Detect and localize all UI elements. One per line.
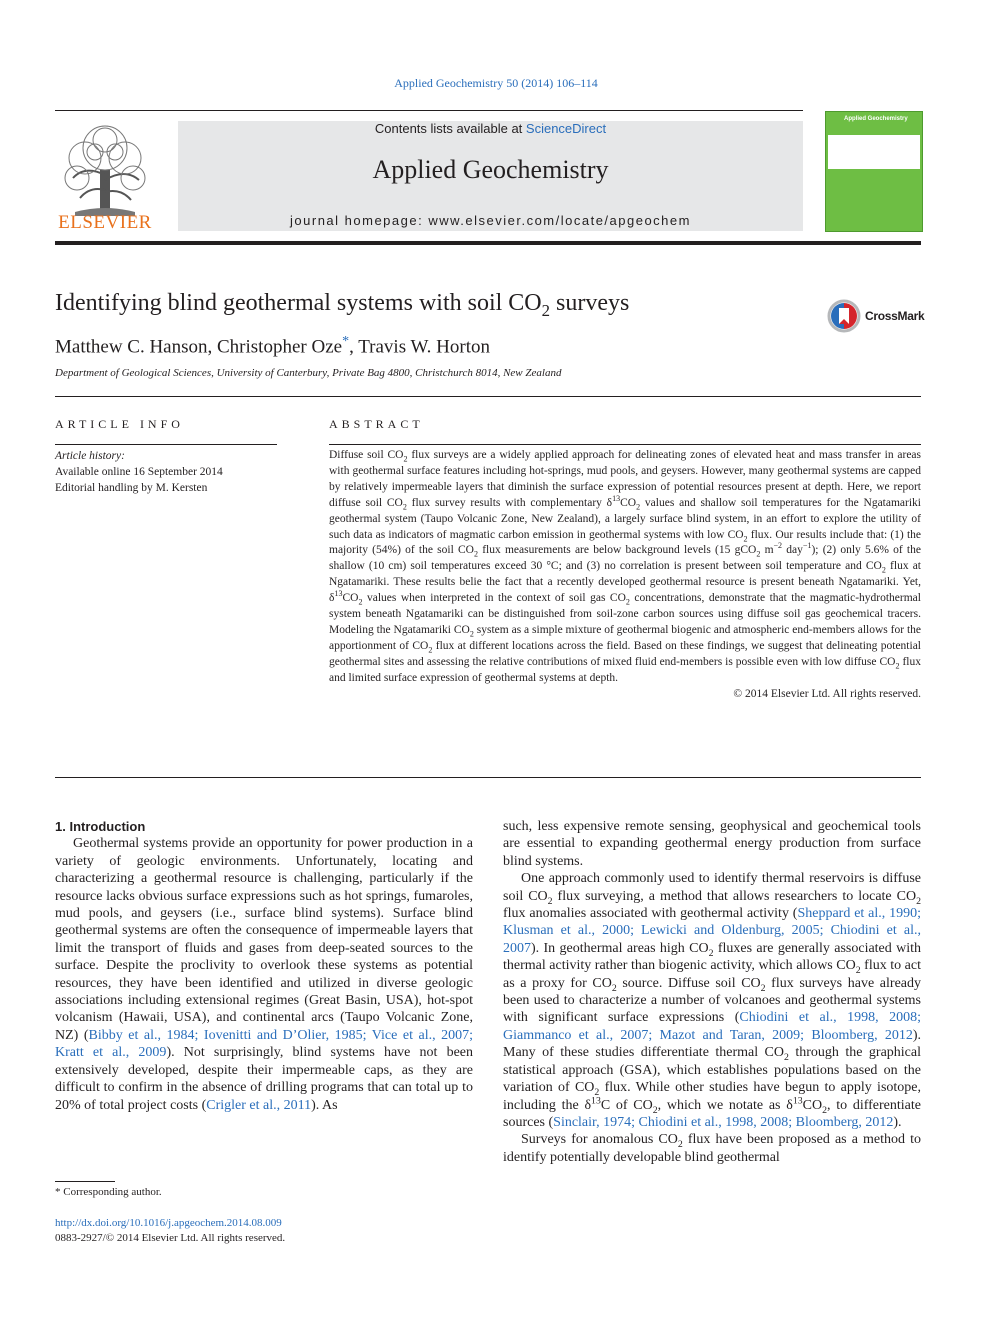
cover-panel	[828, 135, 920, 169]
abstract-copyright: © 2014 Elsevier Ltd. All rights reserved.	[733, 687, 921, 700]
footnote-rule	[55, 1181, 115, 1182]
paragraph: Geothermal systems provide an opportunity for power production in a variety of geologic environments. Unfortunately, locating and characterizing a geothermal resource is challenging, particularly if the resource lacks obvious surface expressions such as hot springs, fumaroles, mud pools, and geysers (i.e., surface blind systems). Surface blind geothermal systems are often the consequence of impermeable layers that limit the transport of fluids and gases from deep-seated sources to the surface. Despite the proclivity to overlook these systems as potential resources, they have been identified and utilized in diverse geologic associations including extensional regimes (Great Basin, USA), hot-spot volcanism (Hawaii, USA), and continental arcs (Taupo Volcanic Zone, NZ) (Bibby et al., 1984; Iovenitti and D’Olier, 1985; Vice et al., 2007; Kratt et al., 2009). Not surprisingly, blind systems have not been extensively developed, despite their impermeable caps, as they are difficult to confirm in the absence of drilling programs that can total up to 20% of total project costs (Crigler et al., 2011). As	[55, 836, 473, 1113]
article-history	[55, 448, 223, 496]
paragraph: One approach commonly used to identify thermal reservoirs is diffuse soil $CO_2$ flux surveying, a method that allows researchers to locate $CO_2$ flux anomalies associated with geothermal activity (Sheppard et al., 1990; Klusman et al., 2000; Lewicki and Oldenburg, 2005; Chiodini et al., 2007). In geothermal areas high $CO_2$ fluxes are generally associated with thermal activity rather than biogenic activity, which allows $CO_2$ flux to act as a proxy for $CO_2$ source. Diffuse soil $CO_2$ flux surveys have already been used to characterize a number of volcanoes and geothermal systems with significant surface expressions (Chiodini et al., 1998, 2008; Giammanco et al., 2007; Mazot and Taran, 2009; Bloomberg, 2012). Many of these studies differentiate thermal $CO_2$ through the graphical statistical approach (GSA), which establishes populations based on the variation of $CO_2$ flux. While other studies have begun to apply isotope, including the $\delta^{13}C$ of $CO_2$, which we notate as $\delta^{13}CO_2$, to differentiate sources (Sinclair, 1974; Chiodini et al., 1998, 2008; Bloomberg, 2012).	[503, 871, 922, 1130]
journal-citation[interactable]: Applied Geochemistry 50 (2014) 106–114	[394, 76, 598, 90]
column-left	[55, 818, 473, 1114]
crossmark-label: CrossMark	[865, 309, 925, 323]
header-rule	[55, 110, 803, 111]
citation-link[interactable]: Sheppard et al., 1990; Klusman et al., 2000; Lewicki and Oldenburg, 2005; Chiodini et al., 2007	[503, 906, 921, 956]
crossmark-badge[interactable]	[827, 299, 927, 335]
column-right	[503, 818, 921, 1166]
journal-homepage[interactable]: journal homepage: www.elsevier.com/locate/apgeochem	[290, 213, 691, 228]
journal-cover[interactable]	[825, 111, 923, 232]
citation-link[interactable]: Bibby et al., 1984; Iovenitti and D’Olier, 1985; Vice et al., 2007; Kratt et al., 2009	[55, 1027, 473, 1061]
citation-link[interactable]: Crigler et al., 2011	[206, 1097, 312, 1113]
abstract-heading: ABSTRACT	[329, 417, 424, 431]
citation-link[interactable]: Chiodini et al., 1998, 2008; Giammanco et al., 2007; Mazot and Taran, 2009; Bloomberg, 2012	[503, 1010, 921, 1043]
publisher-wordmark: ELSEVIER	[58, 212, 152, 233]
available-online: Available online 16 September 2014	[55, 466, 223, 478]
abstract-text: Diffuse soil $CO_2$ flux surveys are a widely applied approach for delineating zones of elevated heat and mass transfer in areas with geothermal surface features including hot-springs, mud pools, and geysers. However, many geothermal systems are capped by relatively impermeable layers that diminish the surface expression of potential resources present at depth. Here, we report diffuse soil $CO_2$ flux survey results with complementary $\delta^{13}CO_2$ values and shallow soil temperatures for the Ngatamariki geothermal system (Taupo Volcanic Zone, New Zealand), a largely surface blind system, in an effort to explore the utility of such data as indicators of magmatic carbon emission in geothermal systems with low $CO_2$ flux. Our results include that: (1) the majority (54%) of the soil $CO_2$ flux measurements are below background levels (15 gCO$_2$ $m^{-2}$ day$^{-1}$); (2) only 5.6% of the shallow (10 cm) soil temperatures exceed 30 °C; and (3) no correlation is present between soil temperature and $CO_2$ flux at Ngatamariki. These results belie the fact that a recently developed geothermal resource is present beneath Ngatamariki. Yet, $\delta^{13}CO_2$ values when interpreted in the context of soil gas $CO_2$ concentrations, demonstrate that the magmatic-hydrothermal system beneath Ngatamariki can be distinguished from soil-zone carbon sources using diffuse soil gas geochemical tracers. Modeling the Ngatamariki $CO_2$ system as a simple mixture of geothermal biogenic and atmospheric end-members allows for the apportionment of $CO_2$ flux at different locations across the field. Based on these findings, we suggest that delineating potential geothermal sites and assessing the relative contributions of mixed fluid end-members is possible even with low diffuse $CO_2$ flux and limited surface expression of geothermal systems at depth.	[329, 449, 922, 684]
contents-line: Contents lists available at ScienceDirect	[374, 121, 607, 136]
abstract-body	[329, 448, 921, 703]
doi-block	[55, 1216, 285, 1246]
journal-title: Applied Geochemistry	[372, 155, 609, 184]
crossmark-icon	[827, 299, 863, 335]
corresponding-author-marker[interactable]: *	[342, 334, 350, 349]
header-thick-rule	[55, 241, 921, 245]
article-title: Identifying blind geothermal systems with soil $CO_2$ surveys	[55, 290, 630, 320]
section-heading: 1. Introduction	[55, 819, 146, 834]
doi-link[interactable]: http://dx.doi.org/10.1016/j.apgeochem.2014.08.009	[55, 1217, 282, 1229]
paragraph: such, less expensive remote sensing, geophysical and geochemical tools are essential to expanding geothermal energy production from surface blind systems.	[503, 819, 921, 869]
author-list: Matthew C. Hanson, Christopher Oze*, Travis W. Horton	[55, 334, 491, 358]
corresponding-author-note: * Corresponding author.	[55, 1186, 162, 1198]
affiliation: Department of Geological Sciences, University of Canterbury, Private Bag 4800, Christchurch 8014, New Zealand	[55, 367, 562, 379]
article-info-heading: ARTICLE INFO	[55, 417, 184, 431]
citation-link[interactable]: Sinclair, 1974; Chiodini et al., 1998, 2008; Bloomberg, 2012	[553, 1114, 894, 1130]
article-info-rule	[55, 444, 277, 445]
elsevier-logo	[55, 120, 155, 235]
abstract-rule	[329, 444, 921, 445]
divider	[55, 396, 921, 397]
divider	[55, 777, 921, 778]
sciencedirect-link[interactable]: ScienceDirect	[525, 121, 607, 136]
paragraph: Surveys for anomalous $CO_2$ flux have been proposed as a method to identify potentially developable blind geothermal	[503, 1132, 921, 1165]
history-label: Article history:	[55, 450, 125, 462]
issn-line: 0883-2927/© 2014 Elsevier Ltd. All rights reserved.	[55, 1232, 286, 1244]
editorial-handling: Editorial handling by M. Kersten	[55, 482, 208, 494]
cover-title: Applied Geochemistry	[844, 116, 908, 122]
